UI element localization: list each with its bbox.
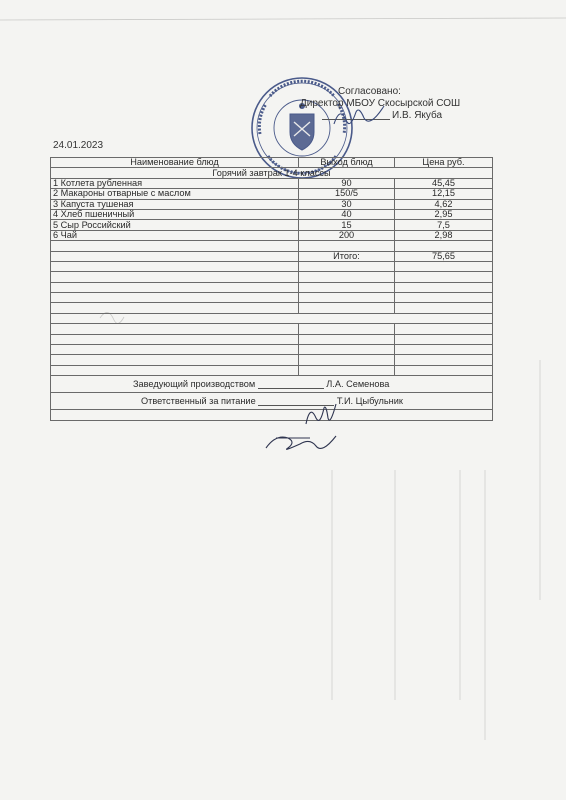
document-date: 24.01.2023 — [53, 140, 104, 151]
nutrition-handwritten-signature — [262, 430, 342, 456]
table-row-empty — [51, 355, 493, 365]
dish-price: 7,5 — [395, 220, 493, 230]
dish-yield: 200 — [299, 230, 395, 240]
dish-yield: 40 — [299, 209, 395, 219]
table-row — [51, 220, 493, 230]
total-value: 75,65 — [395, 251, 493, 261]
dish-price: 2,98 — [395, 230, 493, 240]
dish-name: 5 Сыр Российский — [51, 220, 299, 230]
menu-table — [50, 157, 493, 421]
dish-price: 45,45 — [395, 178, 493, 188]
dish-price: 2,95 — [395, 209, 493, 219]
total-row — [51, 251, 493, 261]
nutrition-name: Т.И. Цыбульник — [336, 395, 403, 406]
table-row-empty — [51, 261, 493, 271]
table-row — [51, 189, 493, 199]
section-title: Горячий завтрак 1-4 классы — [51, 168, 493, 178]
table-row-empty — [51, 324, 493, 334]
dish-price: 12,15 — [395, 189, 493, 199]
signature-row-production — [51, 376, 493, 393]
dish-name: 4 Хлеб пшеничный — [51, 209, 299, 219]
table-row-empty — [51, 241, 493, 251]
dish-yield: 150/5 — [299, 189, 395, 199]
dish-price: 4,62 — [395, 199, 493, 209]
table-row — [51, 178, 493, 188]
dish-name: 6 Чай — [51, 230, 299, 240]
header-yield: Выход блюд — [299, 158, 395, 168]
table-row — [51, 209, 493, 219]
table-row-empty — [51, 334, 493, 344]
table-header-row — [51, 158, 493, 168]
dish-name: 1 Котлета рубленная — [51, 178, 299, 188]
dish-name: 2 Макароны отварные с маслом — [51, 189, 299, 199]
table-row-empty — [51, 410, 493, 420]
dish-name: 3 Капуста тушеная — [51, 199, 299, 209]
director-signature — [330, 104, 390, 130]
production-name: Л.А. Семенова — [326, 378, 390, 389]
production-handwritten-signature — [300, 402, 340, 430]
table-row-empty — [51, 365, 493, 375]
table-row — [51, 230, 493, 240]
production-role: Заведующий производством — [133, 378, 256, 389]
section-row — [51, 168, 493, 178]
table-row-empty — [51, 272, 493, 282]
signature-row-nutrition — [51, 393, 493, 410]
table-row-empty — [51, 293, 493, 303]
dish-yield: 30 — [299, 199, 395, 209]
dish-yield: 90 — [299, 178, 395, 188]
table-row-empty — [51, 313, 493, 323]
table-row — [51, 199, 493, 209]
header-dish-name: Наименование блюд — [51, 158, 299, 168]
total-label: Итого: — [299, 251, 395, 261]
dish-yield: 15 — [299, 220, 395, 230]
table-row-empty — [51, 345, 493, 355]
header-price: Цена руб. — [395, 158, 493, 168]
approval-signer: И.В. Якуба — [392, 110, 443, 121]
approval-heading: Согласовано: — [338, 86, 401, 97]
nutrition-role: Ответственный за питание — [141, 395, 256, 406]
approval-position: Директор МБОУ Скосырской СОШ — [300, 98, 461, 109]
table-row-empty — [51, 303, 493, 313]
production-signature-blank — [258, 388, 324, 389]
table-row-empty — [51, 282, 493, 292]
